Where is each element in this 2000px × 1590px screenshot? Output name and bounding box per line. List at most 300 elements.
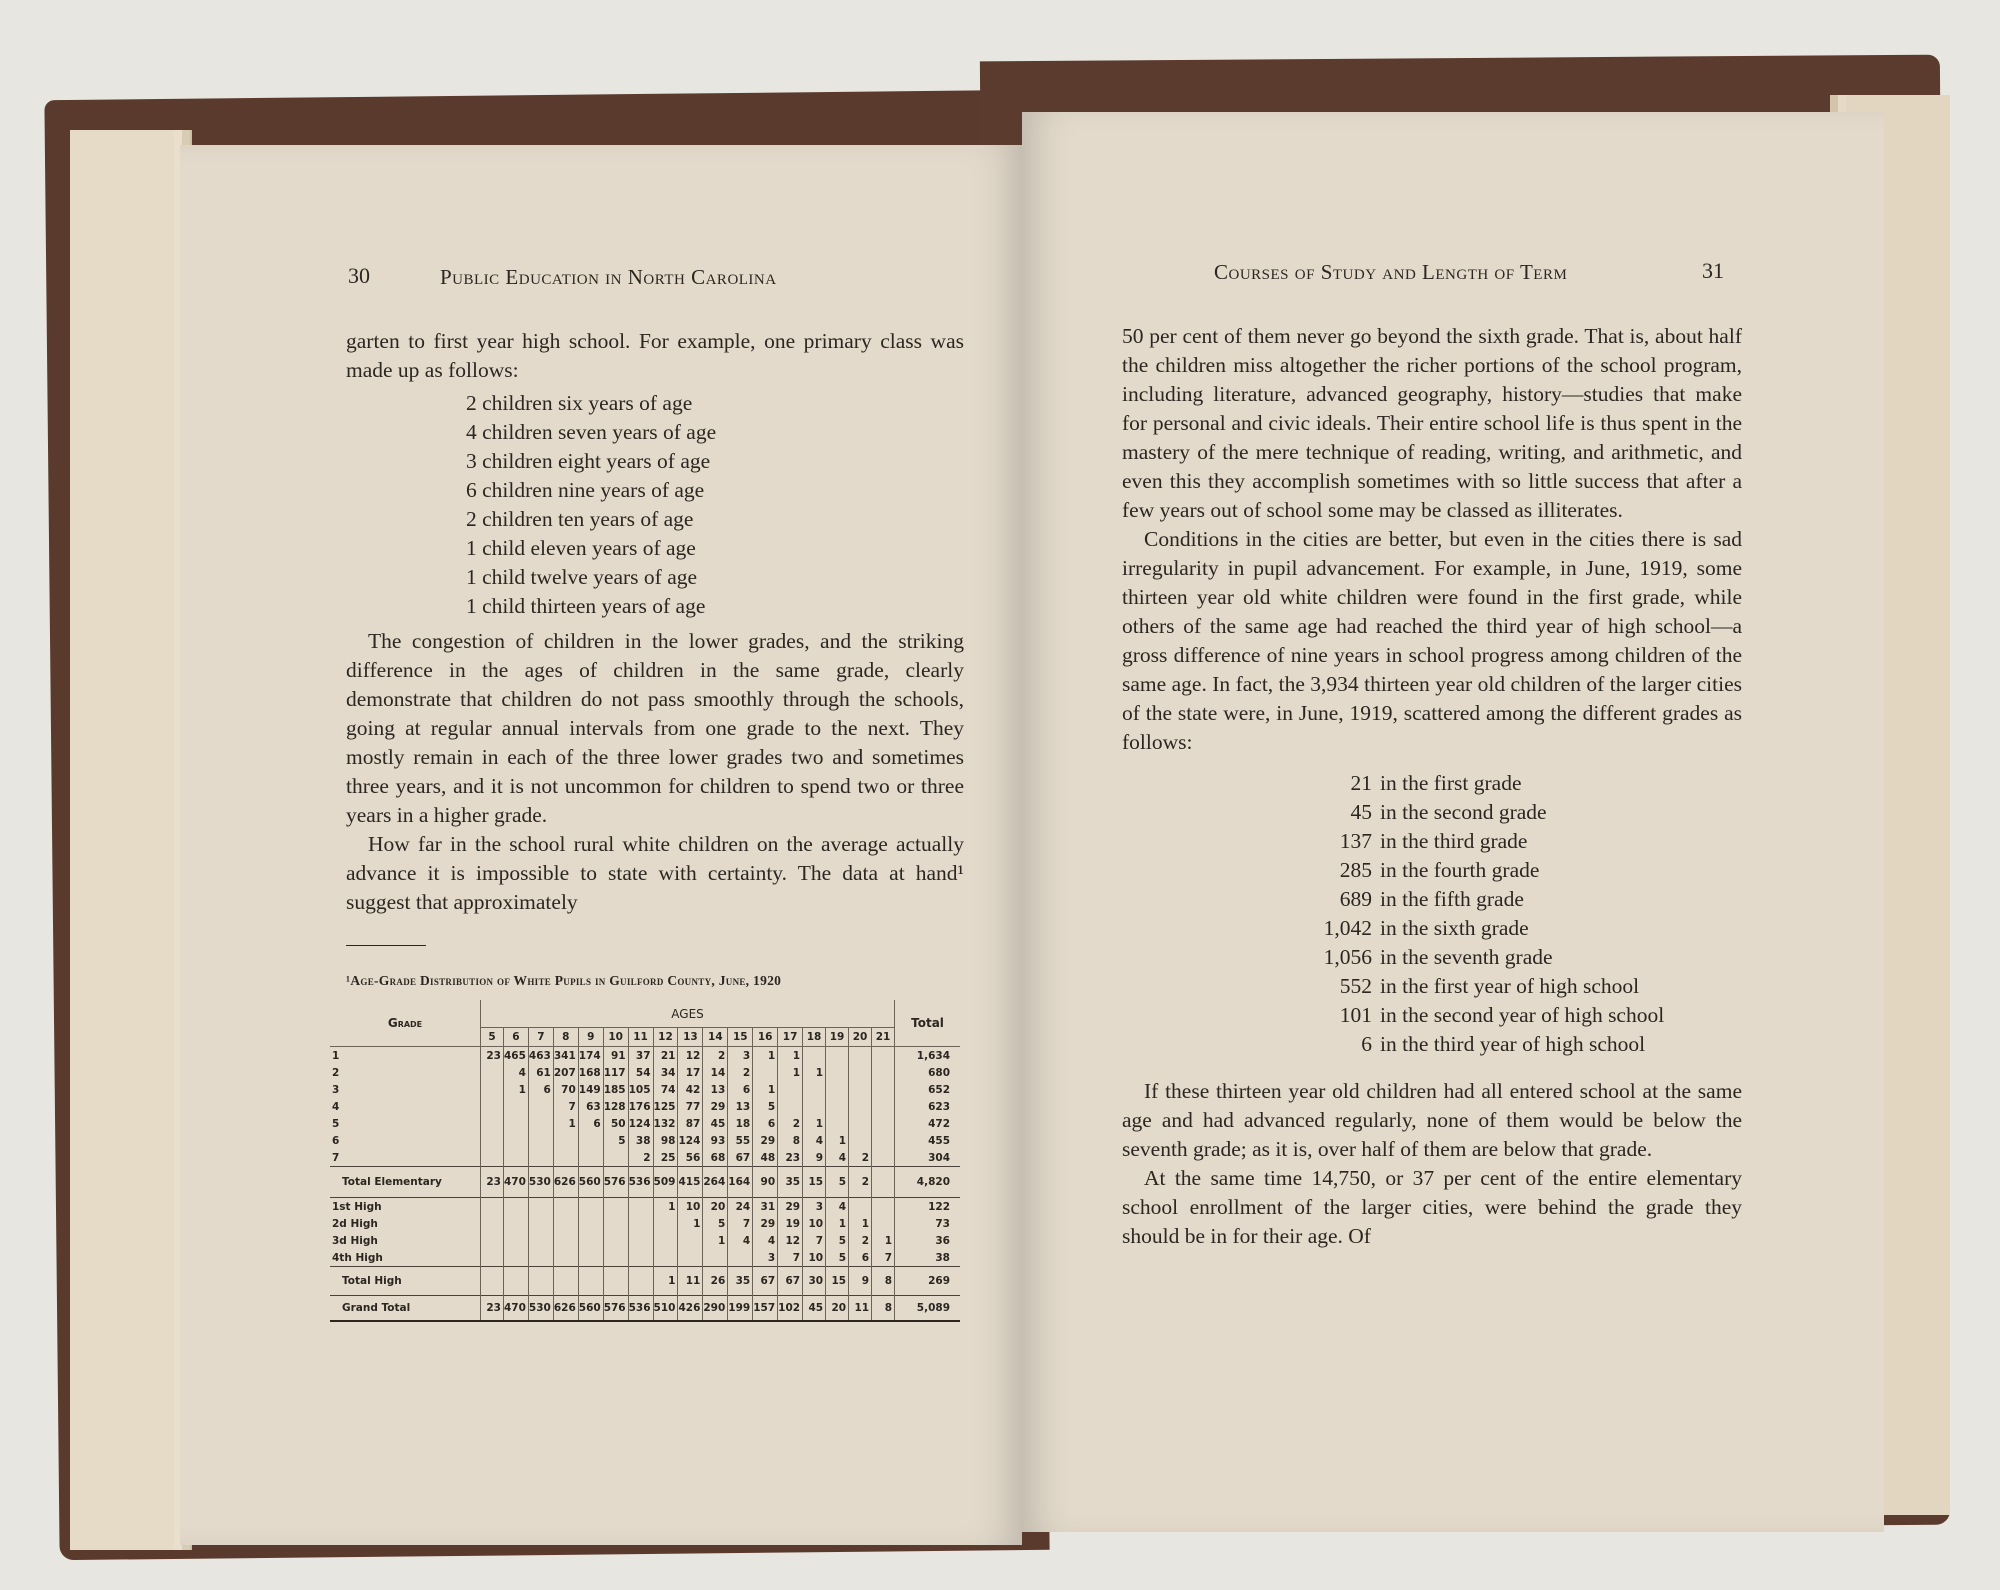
table-cell: [603, 1232, 628, 1249]
table-cell: [504, 1249, 529, 1267]
table-cell: 510: [653, 1296, 678, 1322]
list-item: 6 children nine years of age: [466, 478, 705, 502]
table-cell: 29: [753, 1215, 778, 1232]
row-total: 472: [895, 1115, 960, 1132]
count: 1,042: [1323, 916, 1372, 940]
table-cell: [826, 1064, 849, 1081]
table-cell: 29: [778, 1198, 803, 1216]
table-cell: [528, 1198, 553, 1216]
table-cell: [603, 1215, 628, 1232]
table-cell: [481, 1267, 504, 1296]
table-row: [330, 1081, 960, 1098]
table-cell: 6: [528, 1081, 553, 1098]
table-cell: 29: [753, 1132, 778, 1149]
table-cell: [504, 1215, 529, 1232]
table-cell: [653, 1232, 678, 1249]
row-total: 623: [895, 1098, 960, 1115]
table-cell: 9: [849, 1267, 872, 1296]
table-cell: 7: [872, 1249, 895, 1267]
table-cell: 1: [753, 1081, 778, 1098]
table-cell: [872, 1149, 895, 1167]
age-column-header: 19: [826, 1028, 849, 1047]
table-cell: 35: [778, 1167, 803, 1198]
table-cell: 1: [553, 1115, 578, 1132]
table-cell: 576: [603, 1296, 628, 1322]
table-cell: 1: [803, 1064, 826, 1081]
table-cell: 4: [826, 1149, 849, 1167]
table-cell: 63: [578, 1098, 603, 1115]
row-label: Grand Total: [330, 1296, 481, 1322]
table-cell: 4: [728, 1232, 753, 1249]
grade-label: in the sixth grade: [1380, 916, 1529, 940]
table-cell: 626: [553, 1167, 578, 1198]
table-cell: 21: [653, 1047, 678, 1065]
row-total: 652: [895, 1081, 960, 1098]
table-row: [330, 1198, 960, 1216]
row-total: 1,634: [895, 1047, 960, 1065]
table-cell: [504, 1198, 529, 1216]
paragraph: garten to first year high school. For example, one primary class was made up as follows:: [346, 329, 964, 382]
table-cell: 7: [778, 1249, 803, 1267]
age-column-header: 17: [778, 1028, 803, 1047]
list-item: 1 child eleven years of age: [466, 536, 696, 560]
row-label: 3: [332, 1083, 340, 1096]
table-cell: 90: [753, 1167, 778, 1198]
table-cell: 264: [703, 1167, 728, 1198]
table-cell: 45: [703, 1115, 728, 1132]
table-cell: 168: [578, 1064, 603, 1081]
table-row: [330, 1249, 960, 1267]
table-cell: 74: [653, 1081, 678, 1098]
table-cell: 20: [826, 1296, 849, 1322]
count: 689: [1339, 887, 1372, 911]
table-cell: [504, 1232, 529, 1249]
table-cell: [481, 1081, 504, 1098]
table-cell: [528, 1098, 553, 1115]
table-cell: 25: [653, 1149, 678, 1167]
table-cell: [849, 1047, 872, 1065]
table-cell: [753, 1064, 778, 1081]
table-cell: 470: [504, 1167, 529, 1198]
table-cell: 5: [826, 1232, 849, 1249]
row-total: 4,820: [895, 1167, 960, 1198]
table-cell: 8: [778, 1132, 803, 1149]
table-cell: [553, 1249, 578, 1267]
table-cell: 12: [778, 1232, 803, 1249]
table-cell: [553, 1232, 578, 1249]
table-cell: 67: [728, 1149, 753, 1167]
table-cell: 23: [481, 1296, 504, 1322]
table-cell: 174: [578, 1047, 603, 1065]
table-cell: [578, 1149, 603, 1167]
table-cell: 17: [678, 1064, 703, 1081]
table-cell: [578, 1198, 603, 1216]
table-cell: [653, 1249, 678, 1267]
table-cell: [628, 1198, 653, 1216]
list-item: [1282, 972, 1742, 1001]
table-cell: 124: [628, 1115, 653, 1132]
table-cell: 7: [728, 1215, 753, 1232]
age-grade-table: [330, 1000, 960, 1322]
table-cell: 91: [603, 1047, 628, 1065]
table-cell: 98: [653, 1132, 678, 1149]
table-cell: 9: [803, 1149, 826, 1167]
table-cell: 530: [528, 1296, 553, 1322]
age-column-header: 8: [553, 1028, 578, 1047]
table-cell: 11: [849, 1296, 872, 1322]
list-item: 1 child thirteen years of age: [466, 594, 706, 618]
table-cell: 20: [703, 1198, 728, 1216]
table-cell: [872, 1198, 895, 1216]
table-cell: 10: [803, 1249, 826, 1267]
table-cell: 6: [753, 1115, 778, 1132]
table-cell: [849, 1198, 872, 1216]
table-cell: 1: [826, 1215, 849, 1232]
table-cell: 87: [678, 1115, 703, 1132]
table-cell: 93: [703, 1132, 728, 1149]
table-cell: 67: [778, 1267, 803, 1296]
table-cell: 415: [678, 1167, 703, 1198]
table-cell: [504, 1115, 529, 1132]
grade-header: Grade: [330, 1000, 481, 1047]
right-page: [1022, 112, 1884, 1532]
list-item: 2 children ten years of age: [466, 507, 694, 531]
table-cell: [481, 1132, 504, 1149]
table-cell: 2: [703, 1047, 728, 1065]
table-cell: 8: [872, 1267, 895, 1296]
table-cell: 50: [603, 1115, 628, 1132]
list-item: 4 children seven years of age: [466, 420, 717, 444]
table-cell: 290: [703, 1296, 728, 1322]
table-cell: 626: [553, 1296, 578, 1322]
age-column-header: 6: [504, 1028, 529, 1047]
age-column-header: 5: [481, 1028, 504, 1047]
table-cell: [481, 1232, 504, 1249]
table-cell: 7: [553, 1098, 578, 1115]
table-cell: 10: [803, 1215, 826, 1232]
table-cell: 15: [826, 1267, 849, 1296]
table-cell: 1: [504, 1081, 529, 1098]
table-cell: 29: [703, 1098, 728, 1115]
list-item: [1282, 827, 1742, 856]
table-cell: 1: [803, 1115, 826, 1132]
table-cell: 23: [778, 1149, 803, 1167]
row-label: 5: [332, 1117, 340, 1130]
table-cell: [528, 1115, 553, 1132]
table-cell: [849, 1064, 872, 1081]
table-cell: [826, 1098, 849, 1115]
table-cell: [728, 1249, 753, 1267]
table-cell: 117: [603, 1064, 628, 1081]
table-cell: 465: [504, 1047, 529, 1065]
table-cell: [481, 1064, 504, 1081]
table-cell: 68: [703, 1149, 728, 1167]
table-cell: 30: [803, 1267, 826, 1296]
table-cell: 34: [653, 1064, 678, 1081]
left-body-text: [346, 327, 964, 917]
count: 1,056: [1323, 945, 1372, 969]
table-cell: 67: [753, 1267, 778, 1296]
table-cell: 176: [628, 1098, 653, 1115]
table-row: [330, 1149, 960, 1167]
grade-distribution-list: [1122, 769, 1742, 1059]
table-cell: 31: [753, 1198, 778, 1216]
grade-label: in the third year of high school: [1380, 1032, 1646, 1056]
table-cell: [628, 1215, 653, 1232]
table-cell: 6: [578, 1115, 603, 1132]
age-list: [346, 389, 964, 621]
running-head: Courses of Study and Length of Term: [1214, 260, 1568, 284]
table-cell: [504, 1267, 529, 1296]
list-item: [1282, 769, 1742, 798]
page-number: 30: [348, 263, 370, 288]
table-cell: [481, 1098, 504, 1115]
grade-label: in the seventh grade: [1380, 945, 1553, 969]
table-cell: 1: [778, 1047, 803, 1065]
row-label: 2: [332, 1066, 340, 1079]
row-total: 38: [895, 1249, 960, 1267]
table-cell: 1: [703, 1232, 728, 1249]
table-cell: 61: [528, 1064, 553, 1081]
row-label: Total Elementary: [330, 1167, 481, 1198]
ages-header: AGES: [481, 1000, 895, 1028]
table-row: [330, 1215, 960, 1232]
table-cell: [553, 1149, 578, 1167]
grade-label: in the third grade: [1380, 829, 1528, 853]
row-label: 6: [332, 1134, 340, 1147]
table-cell: [872, 1167, 895, 1198]
table-cell: [872, 1047, 895, 1065]
table-cell: 6: [849, 1249, 872, 1267]
row-label: 7: [332, 1151, 340, 1164]
table-cell: [628, 1249, 653, 1267]
table-cell: 3: [803, 1198, 826, 1216]
table-cell: 38: [628, 1132, 653, 1149]
table-cell: [603, 1198, 628, 1216]
table-cell: 1: [826, 1132, 849, 1149]
row-total: 269: [895, 1267, 960, 1296]
table-cell: 509: [653, 1167, 678, 1198]
table-row: [330, 1167, 960, 1198]
row-total: 122: [895, 1198, 960, 1216]
table-cell: [628, 1267, 653, 1296]
table-cell: 56: [678, 1149, 703, 1167]
table-cell: 199: [728, 1296, 753, 1322]
table-cell: 54: [628, 1064, 653, 1081]
table-cell: 23: [481, 1167, 504, 1198]
right-body-text: [1122, 322, 1742, 1251]
age-column-header: 20: [849, 1028, 872, 1047]
table-cell: [872, 1215, 895, 1232]
table-cell: [481, 1249, 504, 1267]
age-column-header: 14: [703, 1028, 728, 1047]
table-cell: [826, 1047, 849, 1065]
table-cell: [653, 1215, 678, 1232]
row-label: 1: [332, 1049, 340, 1062]
table-cell: [481, 1198, 504, 1216]
table-cell: [578, 1215, 603, 1232]
running-head: Public Education in North Carolina: [440, 265, 777, 289]
table-cell: [826, 1115, 849, 1132]
table-cell: 536: [628, 1296, 653, 1322]
table-cell: [553, 1267, 578, 1296]
footnote-title: ¹Age-Grade Distribution of White Pupils in Guilford County, June, 1920: [346, 973, 782, 988]
table-cell: 8: [872, 1296, 895, 1322]
table-row: [330, 1064, 960, 1081]
age-column-header: 9: [578, 1028, 603, 1047]
age-column-header: 12: [653, 1028, 678, 1047]
table-cell: 37: [628, 1047, 653, 1065]
count: 21: [1350, 771, 1372, 795]
row-total: 455: [895, 1132, 960, 1149]
row-total: 5,089: [895, 1296, 960, 1322]
table-cell: [553, 1132, 578, 1149]
age-column-header: 15: [728, 1028, 753, 1047]
table-cell: 10: [678, 1198, 703, 1216]
table-cell: 207: [553, 1064, 578, 1081]
table-cell: 13: [728, 1098, 753, 1115]
table-cell: 185: [603, 1081, 628, 1098]
table-cell: 102: [778, 1296, 803, 1322]
table-cell: [849, 1132, 872, 1149]
row-total: 304: [895, 1149, 960, 1167]
table-cell: 1: [653, 1267, 678, 1296]
table-cell: [678, 1232, 703, 1249]
table-cell: [778, 1098, 803, 1115]
table-cell: 1: [778, 1064, 803, 1081]
table-cell: 132: [653, 1115, 678, 1132]
left-page: [180, 145, 1022, 1545]
table-cell: 5: [826, 1249, 849, 1267]
table-row: [330, 1047, 960, 1065]
table-cell: [849, 1081, 872, 1098]
table-cell: [528, 1132, 553, 1149]
table-cell: 125: [653, 1098, 678, 1115]
count: 285: [1339, 858, 1372, 882]
table-row: [330, 1098, 960, 1115]
paragraph: How far in the school rural white children on the average actually advance it is impossible to state with certainty. The data at hand¹ suggest that approximately: [346, 832, 964, 914]
count: 137: [1339, 829, 1372, 853]
table-row: [330, 1267, 960, 1296]
table-cell: [578, 1132, 603, 1149]
row-label: 2d High: [332, 1217, 378, 1230]
row-label: 1st High: [330, 1198, 481, 1216]
table-cell: 576: [603, 1167, 628, 1198]
table-cell: 2: [778, 1115, 803, 1132]
table-cell: [849, 1098, 872, 1115]
table-cell: [504, 1149, 529, 1167]
table-cell: 157: [753, 1296, 778, 1322]
table-body: [330, 1047, 960, 1322]
table-cell: 1: [753, 1047, 778, 1065]
grade-label: in the second year of high school: [1380, 1003, 1665, 1027]
table-cell: 5: [826, 1167, 849, 1198]
table-cell: [578, 1249, 603, 1267]
page-edges-left: [70, 130, 192, 1550]
age-column-header: 21: [872, 1028, 895, 1047]
table-cell: 2: [849, 1167, 872, 1198]
table-cell: 3: [728, 1047, 753, 1065]
table-cell: 128: [603, 1098, 628, 1115]
table-cell: 3: [753, 1249, 778, 1267]
table-cell: 2: [628, 1149, 653, 1167]
table-cell: [481, 1215, 504, 1232]
count: 6: [1361, 1032, 1372, 1056]
row-label: 4: [332, 1100, 340, 1113]
table-cell: 124: [678, 1132, 703, 1149]
table-cell: 70: [553, 1081, 578, 1098]
table-cell: 23: [481, 1047, 504, 1065]
paragraph: At the same time 14,750, or 37 per cent of the entire elementary school enrollment of the larger cities, were behind the grade they should be in for their age. Of: [1122, 1166, 1742, 1248]
row-label: Total High: [330, 1267, 481, 1296]
paragraph: Conditions in the cities are better, but even in the cities there is sad irregularity in pupil advancement. For example, in June, 1919, some thirteen year old white children were found in the first grade, while others of the same age had reached the third year of high school—a gross difference of nine years in school progress among children of the same age. In fact, the 3,934 thirteen year old children of the larger cities of the state were, in June, 1919, scattered among the different grades as follows:: [1122, 527, 1742, 754]
table-cell: [778, 1081, 803, 1098]
list-item: [1282, 914, 1742, 943]
table-cell: [528, 1249, 553, 1267]
table-cell: [803, 1047, 826, 1065]
table-cell: 2: [728, 1064, 753, 1081]
count: 101: [1339, 1003, 1372, 1027]
table-cell: 1: [849, 1215, 872, 1232]
grade-label: in the second grade: [1380, 800, 1547, 824]
table-cell: 2: [849, 1232, 872, 1249]
table-cell: [872, 1081, 895, 1098]
row-total: 680: [895, 1064, 960, 1081]
table-cell: 15: [803, 1167, 826, 1198]
table-cell: 105: [628, 1081, 653, 1098]
table-cell: 4: [803, 1132, 826, 1149]
total-header: Total: [895, 1000, 960, 1047]
table-cell: 4: [504, 1064, 529, 1081]
table-cell: 5: [603, 1132, 628, 1149]
table-cell: [872, 1098, 895, 1115]
table-cell: 13: [703, 1081, 728, 1098]
list-item: [1282, 798, 1742, 827]
table-cell: 5: [703, 1215, 728, 1232]
table-cell: 149: [578, 1081, 603, 1098]
paragraph: 50 per cent of them never go beyond the sixth grade. That is, about half the children miss altogether the richer portions of the school program, including literature, advanced geography, history—studies that make for personal and civic ideals. Their entire school life is thus spent in the mastery of the mere technique of reading, writing, and arithmetic, and even this they accomplish sometimes with so little success that after a few years out of school some may be classed as illiterates.: [1122, 324, 1742, 522]
table-cell: [528, 1267, 553, 1296]
table-cell: 470: [504, 1296, 529, 1322]
table-cell: 35: [728, 1267, 753, 1296]
table-cell: [481, 1115, 504, 1132]
table-cell: 18: [728, 1115, 753, 1132]
table-cell: [553, 1215, 578, 1232]
list-item: [1282, 885, 1742, 914]
table-cell: 5: [753, 1098, 778, 1115]
table-cell: 1: [678, 1215, 703, 1232]
table-cell: 1: [653, 1198, 678, 1216]
table-cell: 536: [628, 1167, 653, 1198]
table-cell: 48: [753, 1149, 778, 1167]
table-row: [330, 1132, 960, 1149]
table-cell: 24: [728, 1198, 753, 1216]
table-cell: [528, 1149, 553, 1167]
table-cell: [528, 1215, 553, 1232]
list-item: 2 children six years of age: [466, 391, 693, 415]
table-cell: [504, 1098, 529, 1115]
table-cell: [826, 1081, 849, 1098]
count: 552: [1339, 974, 1372, 998]
table-cell: [872, 1115, 895, 1132]
row-label: 3d High: [332, 1234, 378, 1247]
table-cell: 19: [778, 1215, 803, 1232]
table-cell: [703, 1249, 728, 1267]
table-cell: 6: [728, 1081, 753, 1098]
age-column-header: 10: [603, 1028, 628, 1047]
footnote-rule: [346, 945, 426, 946]
table-cell: 530: [528, 1167, 553, 1198]
